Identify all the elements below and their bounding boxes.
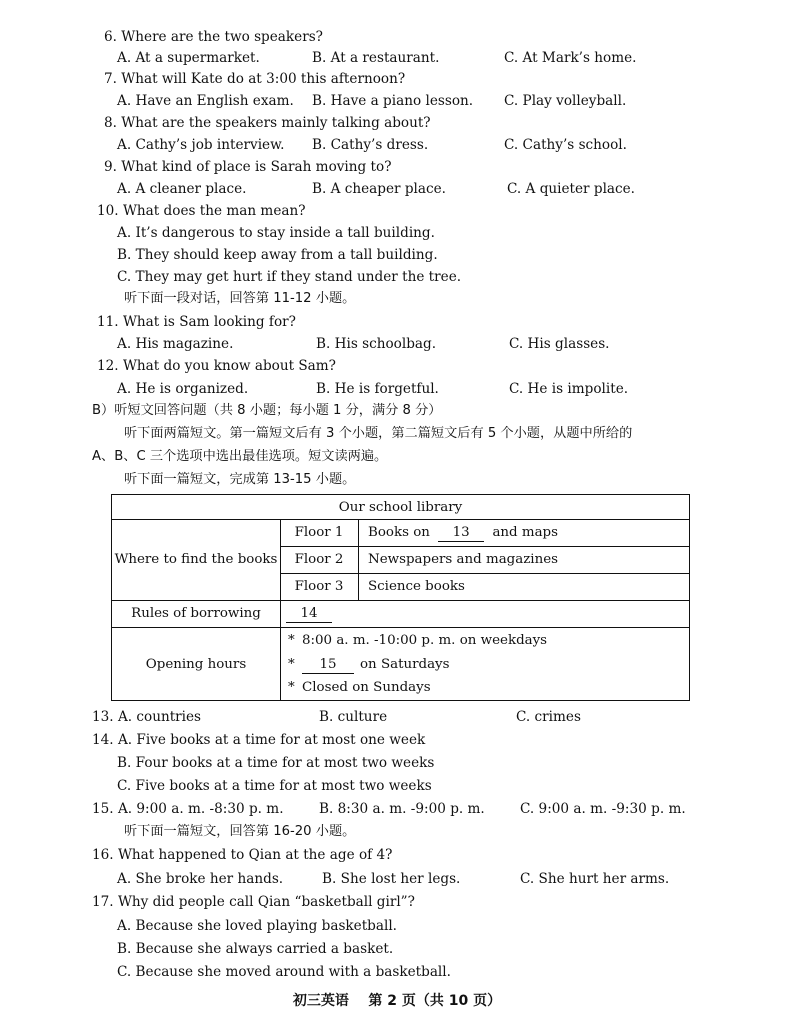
q8-option-a: A. Cathy’s job interview. (117, 137, 285, 153)
q9-option-c: C. A quieter place. (507, 181, 636, 197)
q13-option-a: 13. A. countries (92, 709, 202, 725)
where-to-find-label: Where to find the books (114, 552, 278, 567)
q7-option-c: C. Play volleyball. (504, 93, 627, 109)
q16-option-c: C. She hurt her arms. (520, 871, 670, 887)
blank-14: 14 (286, 606, 332, 623)
q13-option-c: C. crimes (516, 709, 581, 725)
section-b-intro-line2: A、B、C 三个选项中选出最佳选项。短文读两遍。 (92, 449, 388, 464)
q11-option-a: A. His magazine. (117, 336, 234, 352)
question-17: 17. Why did people call Qian “basketball girl”? (92, 894, 415, 910)
question-7: 7. What will Kate do at 3:00 this afternoon? (104, 71, 406, 87)
question-10: 10. What does the man mean? (97, 203, 306, 219)
q10-option-c: C. They may get hurt if they stand under the tree. (117, 269, 462, 285)
blank-13: 13 (438, 525, 484, 542)
instruction-13-15: 听下面一篇短文，完成第 13-15 小题。 (124, 472, 356, 487)
q8-option-b: B. Cathy’s dress. (312, 137, 429, 153)
floor-3-label: Floor 3 (294, 579, 344, 594)
q6-option-c: C. At Mark’s home. (504, 50, 637, 66)
question-9: 9. What kind of place is Sarah moving to? (104, 159, 392, 175)
hours-weekdays: * 8:00 a. m. -10:00 p. m. on weekdays (288, 633, 548, 648)
q15-option-b: B. 8:30 a. m. -9:00 p. m. (319, 801, 485, 817)
bullet-star: * (288, 680, 295, 695)
q9-option-b: B. A cheaper place. (312, 181, 446, 197)
floor-3-content: Science books (368, 579, 465, 594)
table-title: Our school library (338, 500, 463, 515)
q7-option-a: A. Have an English exam. (117, 93, 294, 109)
q12-option-b: B. He is forgetful. (316, 381, 439, 397)
q10-option-b: B. They should keep away from a tall building. (117, 247, 438, 263)
q7-option-b: B. Have a piano lesson. (312, 93, 474, 109)
q17-option-b: B. Because she always carried a basket. (117, 941, 394, 957)
q12-option-c: C. He is impolite. (509, 381, 629, 397)
page-footer: 初三英语 第 2 页（共 10 页） (292, 993, 502, 1009)
floor-1-post: and maps (492, 525, 558, 540)
opening-hours-label: Opening hours (145, 657, 247, 672)
q17-option-a: A. Because she loved playing basketball. (117, 918, 397, 934)
hours-saturdays: * 15 on Saturdays (288, 657, 450, 672)
question-11: 11. What is Sam looking for? (97, 314, 296, 330)
floor-2-content: Newspapers and magazines (368, 552, 558, 567)
floor-1-pre: Books on (368, 525, 430, 540)
bullet-star: * (288, 657, 295, 672)
section-b-intro-line1: 听下面两篇短文。第一篇短文后有 3 个小题，第二篇短文后有 5 个小题，从题中所给的 (124, 426, 633, 441)
q16-option-a: A. She broke her hands. (117, 871, 284, 887)
question-16: 16. What happened to Qian at the age of 4? (92, 847, 393, 863)
instruction-16-20: 听下面一篇短文，回答第 16-20 小题。 (124, 824, 356, 839)
q14-option-a: 14. A. Five books at a time for at most one week (92, 732, 426, 748)
question-8: 8. What are the speakers mainly talking about? (104, 115, 431, 131)
rules-label: Rules of borrowing (131, 606, 261, 621)
q11-option-b: B. His schoolbag. (316, 336, 437, 352)
q14-option-c: C. Five books at a time for at most two weeks (117, 778, 432, 794)
q9-option-a: A. A cleaner place. (117, 181, 247, 197)
library-table (111, 494, 690, 701)
question-12: 12. What do you know about Sam? (97, 358, 336, 374)
hours-sundays: * Closed on Sundays (288, 680, 431, 695)
q12-option-a: A. He is organized. (117, 381, 249, 397)
floor-1-label: Floor 1 (294, 525, 344, 540)
floor-1-content (368, 524, 558, 542)
q16-option-b: B. She lost her legs. (322, 871, 461, 887)
q17-option-c: C. Because she moved around with a basketball. (117, 964, 451, 980)
q6-option-b: B. At a restaurant. (312, 50, 440, 66)
q15-option-c: C. 9:00 a. m. -9:30 p. m. (520, 801, 686, 817)
q15-option-a: 15. A. 9:00 a. m. -8:30 p. m. (92, 801, 284, 817)
q14-option-b: B. Four books at a time for at most two weeks (117, 755, 435, 771)
q10-option-a: A. It’s dangerous to stay inside a tall building. (117, 225, 435, 241)
q13-option-b: B. culture (319, 709, 388, 725)
q8-option-c: C. Cathy’s school. (504, 137, 627, 153)
instruction-11-12: 听下面一段对话，回答第 11-12 小题。 (124, 291, 356, 306)
blank-15: 15 (302, 657, 354, 674)
q11-option-c: C. His glasses. (509, 336, 610, 352)
bullet-star: * (288, 633, 295, 648)
floor-2-label: Floor 2 (294, 552, 344, 567)
q6-option-a: A. At a supermarket. (117, 50, 260, 66)
rules-content (286, 605, 332, 623)
section-b-heading: B）听短文回答问题（共 8 小题；每小题 1 分，满分 8 分） (92, 403, 442, 418)
question-6: 6. Where are the two speakers? (104, 29, 323, 45)
